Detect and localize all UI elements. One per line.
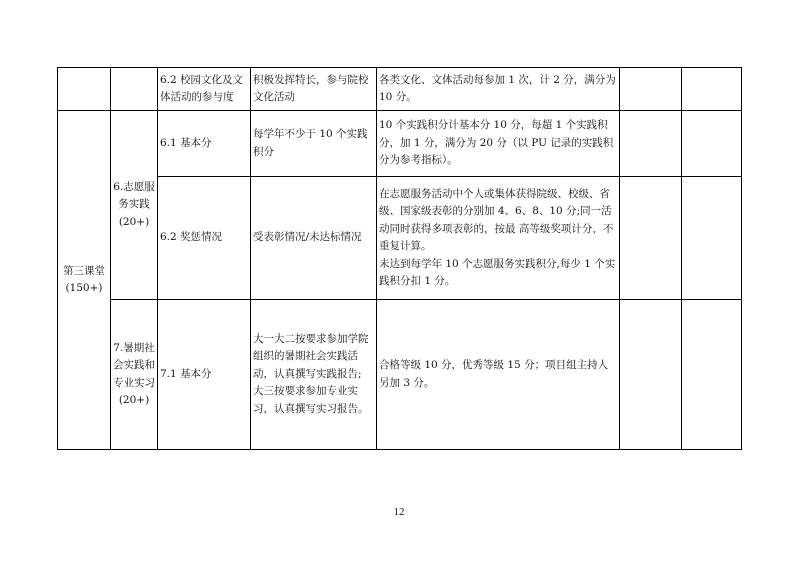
table-row xyxy=(58,68,742,111)
table-row xyxy=(58,300,742,450)
empty-cell xyxy=(620,111,682,177)
item-cell: 6.2 奖惩情况 xyxy=(158,177,251,300)
requirement-cell: 积极发挥特长，参与院校文化活动 xyxy=(251,68,377,111)
evaluation-table xyxy=(57,67,742,450)
page-number: 12 xyxy=(393,506,405,518)
standard-cell xyxy=(377,177,620,300)
empty-cell xyxy=(58,68,111,111)
group-label-cell: 6.志愿服务实践(20+) xyxy=(111,111,158,300)
requirement-cell: 受表彰情况/未达标情况 xyxy=(251,177,377,300)
table-row xyxy=(58,111,742,177)
standard-line: 未达到每学年 10 个志愿服务实践积分,每少 1 个实践积分扣 1 分。 xyxy=(379,257,616,287)
empty-cell xyxy=(620,68,682,111)
standard-line: 在志愿服务活动中个人或集体获得院级、校级、省级、国家级表彰的分别加 4、6、8、10 分;同一活动同时获得多项表彰的，按最 高等级奖项计分，不重复计算。 xyxy=(379,187,614,252)
requirement-line: 大三按要求参加专业实习，认真撰写实习报告。 xyxy=(253,385,369,415)
item-cell: 7.1 基本分 xyxy=(158,300,251,450)
requirement-cell: 每学年不少于 10 个实践积分 xyxy=(251,111,377,177)
category-cell: 第三课堂(150+) xyxy=(58,111,111,450)
empty-cell xyxy=(620,177,682,300)
requirement-cell xyxy=(251,300,377,450)
empty-cell xyxy=(620,300,682,450)
item-cell: 6.1 基本分 xyxy=(158,111,251,177)
standard-cell: 各类文化、文体活动每参加 1 次，计 2 分，满分为 10 分。 xyxy=(377,68,620,111)
empty-cell xyxy=(682,177,742,300)
empty-cell xyxy=(682,300,742,450)
requirement-line: 大一大二按要求参加学院组织的暑期社会实践活动，认真撰写实践报告; xyxy=(253,332,369,380)
empty-cell xyxy=(682,68,742,111)
item-cell: 6.2 校园文化及文体活动的参与度 xyxy=(158,68,251,111)
empty-cell xyxy=(682,111,742,177)
standard-cell: 合格等级 10 分，优秀等级 15 分；项目组主持人另加 3 分。 xyxy=(377,300,620,450)
group-label-cell: 7.暑期社会实践和专业实习(20+) xyxy=(111,300,158,450)
empty-cell xyxy=(111,68,158,111)
standard-cell: 10 个实践积分计基本分 10 分，每超 1 个实践积分，加 1 分，满分为 20 分（以 PU 记录的实践积分为参考指标）。 xyxy=(377,111,620,177)
table-row xyxy=(58,177,742,300)
